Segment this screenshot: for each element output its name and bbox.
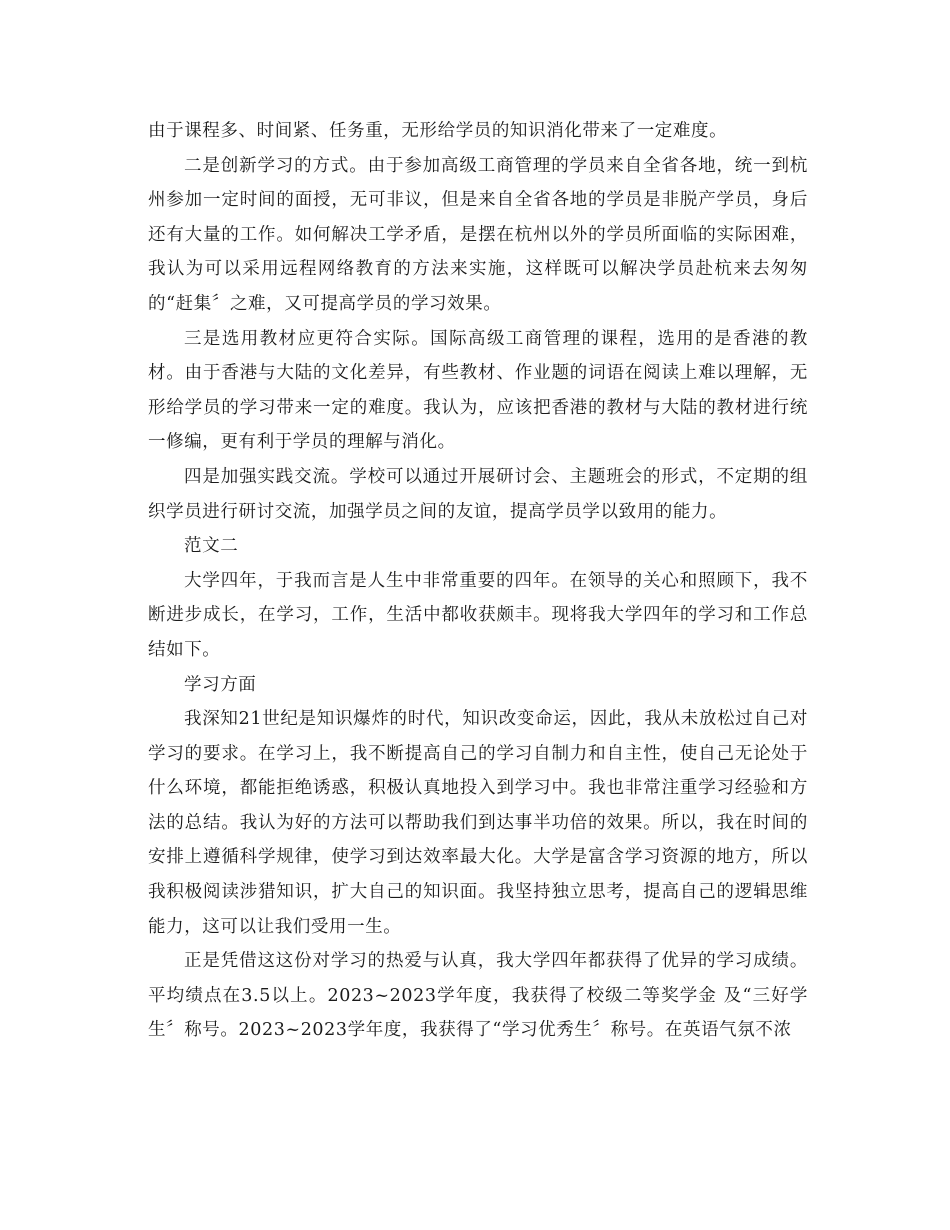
document-body bbox=[148, 114, 808, 1048]
section-heading-sample-two: 范文二 bbox=[184, 536, 239, 557]
paragraph-four-years-intro: 大学四年，于我而言是人生中非常重要的四年。在领导的关心和照顾下，我不断进步成长，在学习，工作，生活中都收获颇丰。现将我大学四年的学习和工作总结如下。 bbox=[148, 570, 808, 660]
paragraph-study-attitude: 我深知21世纪是知识爆炸的时代，知识改变命运，因此，我从未放松过自己对学习的要求。在学习上，我不断提高自己的学习自制力和自主性，使自己无论处于什么环境，都能拒绝诱惑，积极认真地投入到学习中。我也非常注重学习经验和方法的总结。我认为好的方法可以帮助我们到达事半功倍的效果。所以，我在时间的安排上遵循科学规律，使学习到达效率最大化。大学是富含学习资源的地方，所以我积极阅读涉猎知识，扩大自己的知识面。我坚持独立思考，提高自己的逻辑思维能力，这可以让我们受用一生。 bbox=[148, 709, 808, 937]
paragraph-textbooks: 三是选用教材应更符合实际。国际高级工商管理的课程，选用的是香港的教材。由于香港与大陆的文化差异，有些教材、作业题的词语在阅读上难以理解，无形给学员的学习带来一定的难度。我认为，应该把香港的教材与大陆的教材进行统一修编，更有利于学员的理解与消化。 bbox=[148, 328, 808, 453]
paragraph-study-results: 正是凭借这这份对学习的热爱与认真，我大学四年都获得了优异的学习成绩。平均绩点在3.5以上。2023~2023学年度，我获得了校级二等奖学金 及“三好学生〞称号。2023~2023学年度，我获得了“学习优秀生〞称号。在英语气氛不浓 bbox=[148, 951, 808, 1041]
paragraph-practice-exchange: 四是加强实践交流。学校可以通过开展研讨会、主题班会的形式，不定期的组织学员进行研讨交流，加强学员之间的友谊，提高学员学以致用的能力。 bbox=[148, 466, 808, 522]
section-heading-study: 学习方面 bbox=[184, 674, 257, 695]
paragraph-innovate-learning: 二是创新学习的方式。由于参加高级工商管理的学员来自全省各地，统一到杭州参加一定时间的面授，无可非议，但是来自全省各地的学员是非脱产学员，身后还有大量的工作。如何解决工学矛盾，是摆在杭州以外的学员所面临的实际困难，我认为可以采用远程网络教育的方法来实施，这样既可以解决学员赴杭来去匆匆的“赶集〞之难，又可提高学员的学习效果。 bbox=[148, 155, 808, 314]
paragraph-continuation: 由于课程多、时间紧、任务重，无形给学员的知识消化带来了一定难度。 bbox=[148, 121, 728, 141]
